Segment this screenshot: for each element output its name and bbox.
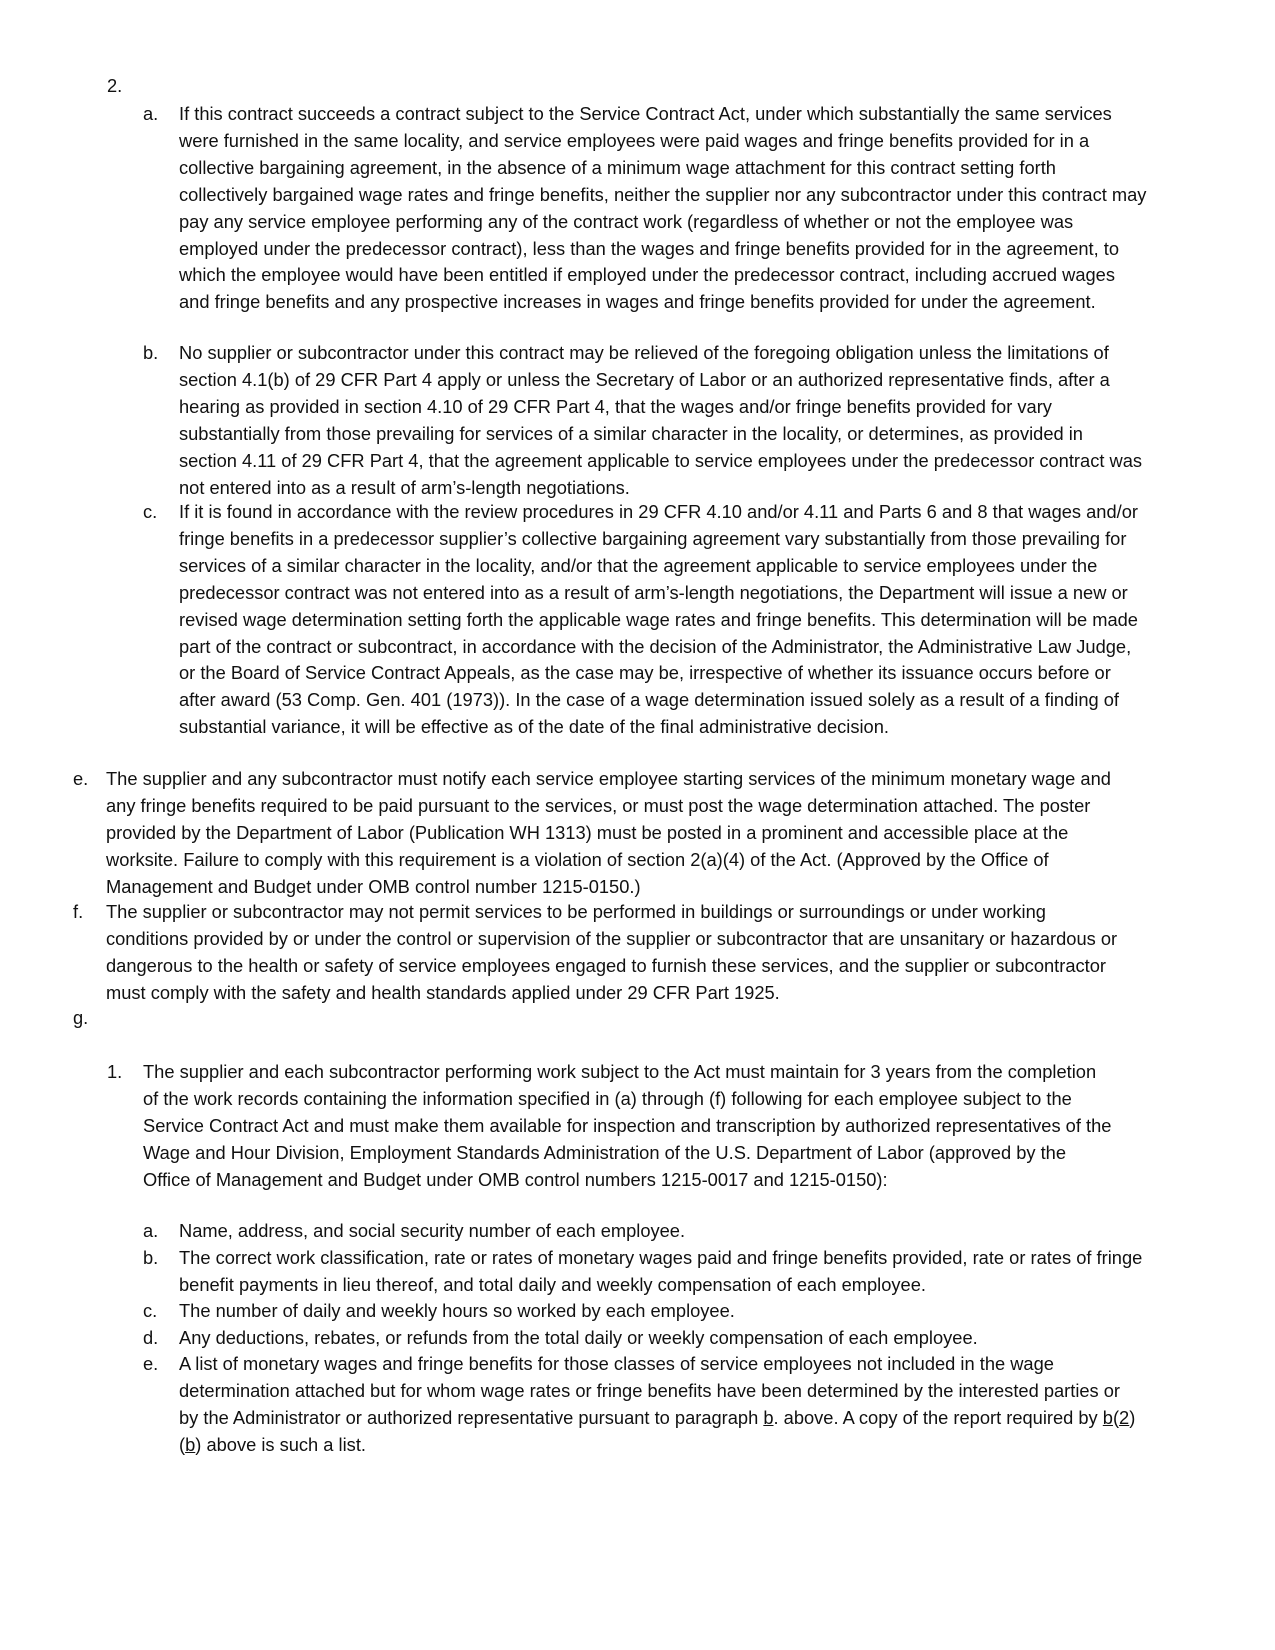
paragraph-text-part: above is such a list. (201, 1433, 366, 1455)
list-marker: 1. (107, 1061, 123, 1082)
list-marker: a. (143, 103, 159, 124)
paragraph-text (179, 1351, 1144, 1459)
list-marker: e. (73, 768, 89, 789)
paragraph-text-part: ) (195, 1433, 202, 1455)
paragraph-reference: 2 (1119, 1406, 1130, 1428)
list-marker: 2. (107, 75, 123, 96)
list-marker: c. (143, 1300, 158, 1321)
paragraph-text-part: )( (179, 1406, 1136, 1455)
paragraph-text: The number of daily and weekly hours so worked by each employee. (179, 1300, 735, 1321)
list-marker: f. (73, 901, 84, 922)
paragraph-reference: b (185, 1433, 196, 1455)
list-marker: b. (143, 1247, 159, 1268)
paragraph-reference: b (763, 1406, 774, 1428)
list-marker: a. (143, 1220, 159, 1241)
paragraph-text: The correct work classification, rate or rates of monetary wages paid and fringe benefits provided, rate or rates of fringe benefit payments in lieu thereof, and total daily and weekly compensation of each employee. (179, 1247, 1143, 1295)
list-marker: e. (143, 1353, 159, 1374)
paragraph-text-part: . above. A copy of the report required by (773, 1406, 1103, 1428)
paragraph-text: If this contract succeeds a contract subject to the Service Contract Act, under which substantially the same services were furnished in the same locality, and service employees were paid wages and fringe benefits provided for in a collective bargaining agreement, in the absence of a minimum wage attachment for this contract setting forth collectively bargained wage rates and fringe benefits, neither the supplier nor any subcontractor under this contract may pay any service employee performing any of the contract work (regardless of whether or not the employee was employed under the predecessor contract), less than the wages and fringe benefits provided for in the agreement, to which the employee would have been entitled if employed under the predecessor contract, including accrued wages and fringe benefits and any prospective increases in wages and fringe benefits provided for under the agreement. (179, 103, 1147, 313)
paragraph-text: Name, address, and social security number of each employee. (179, 1220, 686, 1241)
list-marker: b. (143, 342, 159, 363)
paragraph-text: If it is found in accordance with the review procedures in 29 CFR 4.10 and/or 4.11 and Parts 6 and 8 that wages and/or fringe benefits in a predecessor supplier’s collective bargaining agreement vary substantially from those prevailing for services of a similar character in the locality, and/or that the agreement applicable to service employees under the predecessor contract was not entered into as a result of arm’s-length negotiations, the Department will issue a new or revised wage determination setting forth the applicable wage rates and fringe benefits. This determination will be made part of the contract or subcontract, in accordance with the decision of the Administrator, the Administrative Law Judge, or the Board of Service Contract Appeals, as the case may be, irrespective of whether its issuance occurs before or after award (53 Comp. Gen. 401 (1973)). In the case of a wage determination issued solely as a result of a finding of substantial variance, it will be effective as of the date of the final administrative decision. (179, 501, 1138, 738)
paragraph-text: The supplier and any subcontractor must notify each service employee starting services of the minimum monetary wage and any fringe benefits required to be paid pursuant to the services, or must post the wage determination attached. The poster provided by the Department of Labor (Publication WH 1313) must be posted in a prominent and accessible place at the worksite. Failure to comply with this requirement is a violation of section 2(a)(4) of the Act. (Approved by the Office of Management and Budget under OMB control number 1215-0150.) (106, 768, 1111, 897)
paragraph-reference: b (1102, 1406, 1113, 1428)
list-marker: g. (73, 1007, 89, 1028)
paragraph-text: Any deductions, rebates, or refunds from the total daily or weekly compensation of each employee. (179, 1327, 978, 1348)
paragraph-text: The supplier or subcontractor may not permit services to be performed in buildings or surroundings or under working conditions provided by or under the control or supervision of the supplier or subcontractor that are unsanitary or hazardous or dangerous to the health or safety of service employees engaged to furnish these services, and the supplier or subcontractor must comply with the safety and health standards applied under 29 CFR Part 1925. (106, 901, 1118, 1003)
paragraph-text-part: A list of monetary wages and fringe benefits for those classes of service employees not included in the wage determination attached but for whom wage rates or fringe benefits have been determined by the interested parties or by the Administrator or authorized representative pursuant to paragraph (179, 1353, 1121, 1428)
list-marker: d. (143, 1327, 159, 1348)
list-marker: c. (143, 501, 158, 522)
paragraph-text-part: ( (1112, 1406, 1120, 1428)
paragraph-text: No supplier or subcontractor under this contract may be relieved of the foregoing obligation unless the limitations of section 4.1(b) of 29 CFR Part 4 apply or unless the Secretary of Labor or an authorized representative finds, after a hearing as provided in section 4.10 of 29 CFR Part 4, that the wages and/or fringe benefits provided for vary substantially from those prevailing for services of a similar character in the locality, or determines, as provided in section 4.11 of 29 CFR Part 4, that the agreement applicable to service employees under the predecessor contract was not entered into as a result of arm’s-length negotiations. (179, 342, 1142, 498)
paragraph-text: The supplier and each subcontractor performing work subject to the Act must maintain for 3 years from the completion of the work records containing the information specified in (a) through (f) following for each employee subject to the Service Contract Act and must make them available for inspection and transcription by authorized representatives of the Wage and Hour Division, Employment Standards Administration of the U.S. Department of Labor (approved by the Office of Management and Budget under OMB control numbers 1215-0017 and 1215-0150): (143, 1061, 1112, 1190)
